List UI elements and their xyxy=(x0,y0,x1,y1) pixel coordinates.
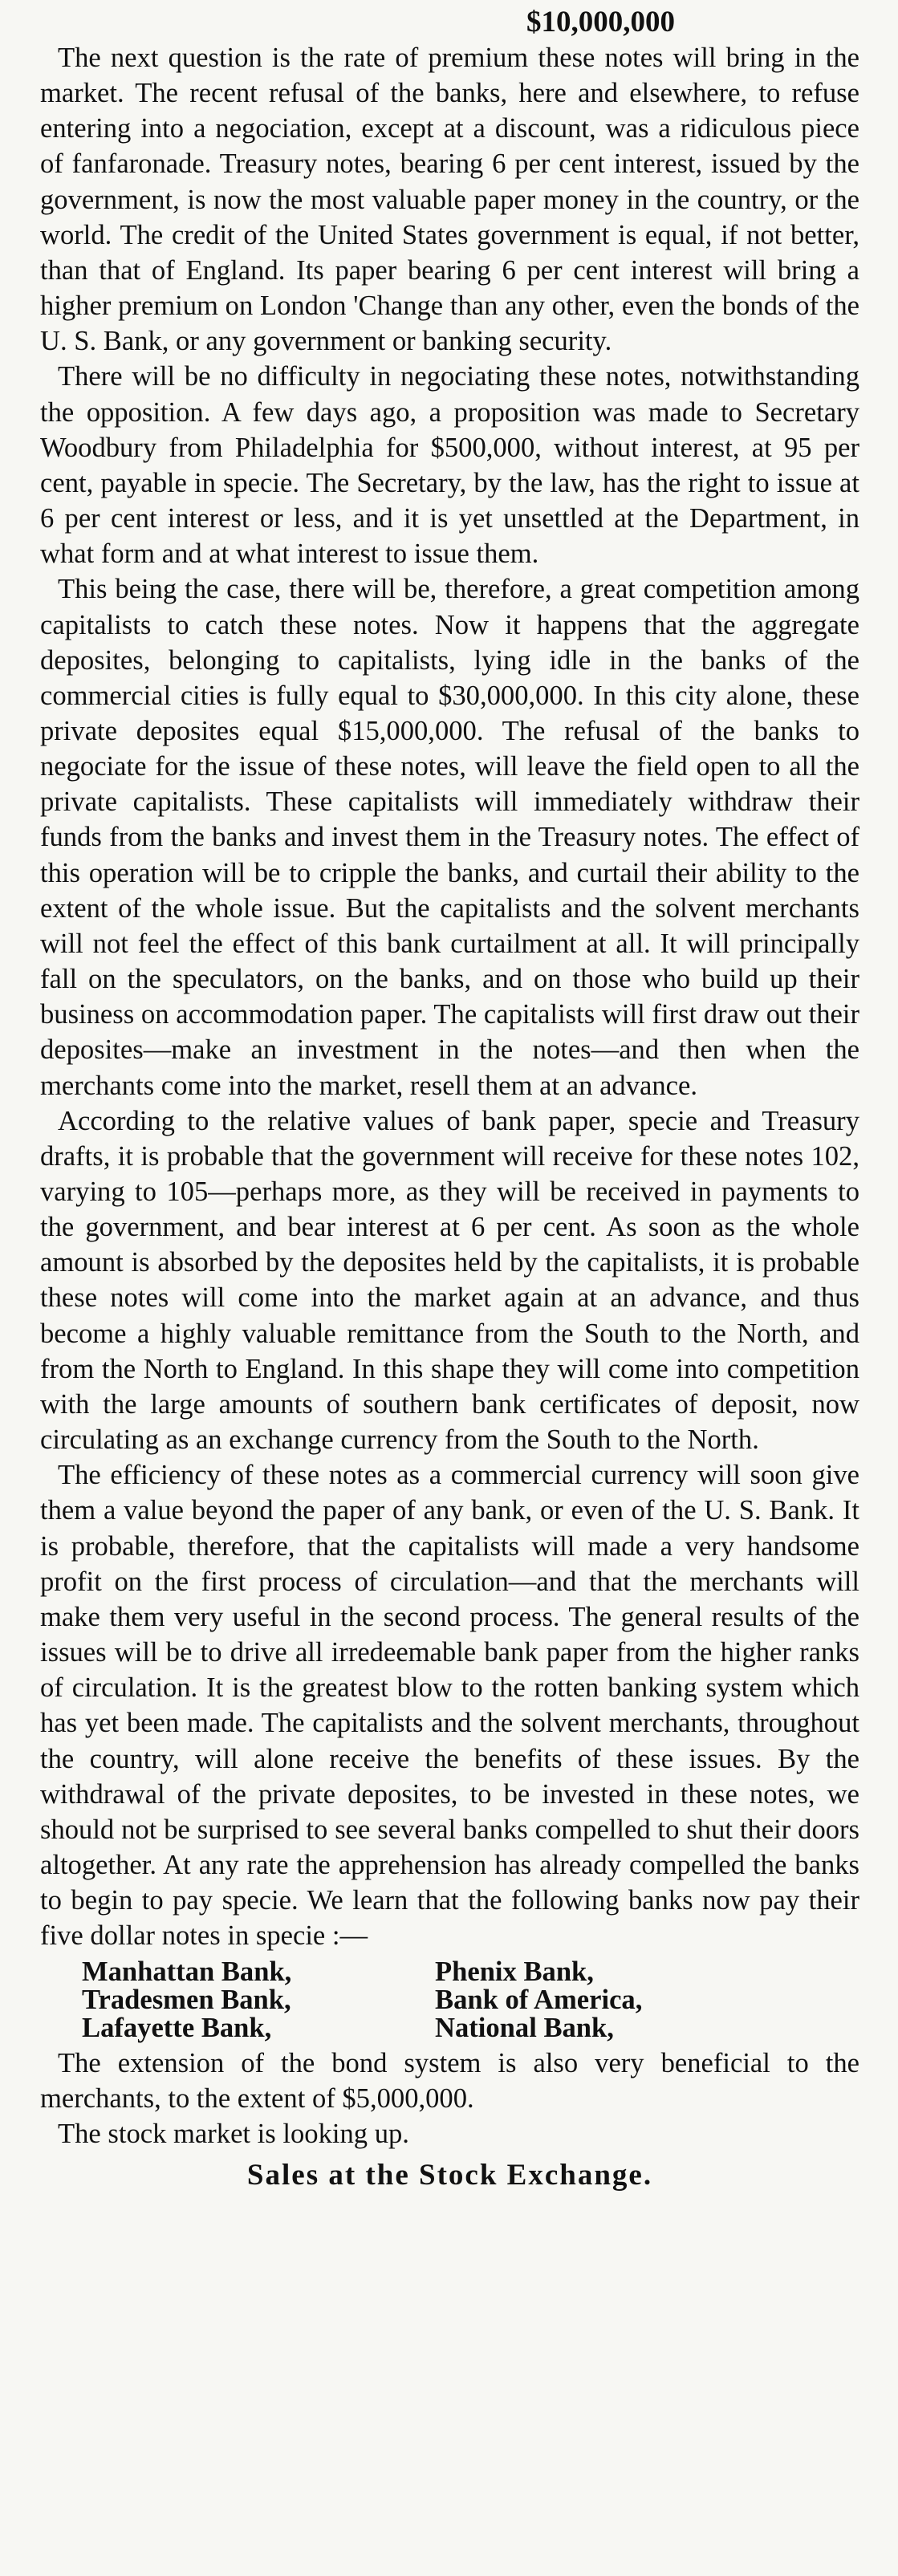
bank-name: Phenix Bank, xyxy=(435,1956,594,1988)
section-heading: Sales at the Stock Exchange. xyxy=(246,2159,653,2192)
paragraph-bond-system: The extension of the bond system is also very beneficial to the merchants, to the extent of $5,000,000. xyxy=(40,2048,859,2115)
bank-list xyxy=(40,1958,859,2042)
bank-name: Bank of America, xyxy=(435,1985,643,2016)
bank-list-right xyxy=(435,1958,772,2042)
bank-name: Manhattan Bank, xyxy=(82,1956,292,1988)
paragraph-negociation: There will be no difficulty in negociating these notes, notwithstanding the opposition. A few days ago, a proposition was made to Secretary Woodbury from Philadelphia for $500,000, without interest, at 95 per cent, payable in specie. The Secretary, by the law, has the right to issue at 6 per cent interest or less, and it is yet unsettled at the Department, in what form and at what interest to issue them. xyxy=(40,361,859,570)
paragraph-efficiency: The efficiency of these notes as a commercial currency will soon give them a value beyond the paper of any bank, or even of the U. S. Bank. It is probable, therefore, that the capitalists will made a very handsome profit on the first process of circulation—and that the merchants will make them very useful in the second process. The general results of the issues will be to drive all irredeemable bank paper from the higher ranks of circulation. It is the greatest blow to the rotten banking system which has yet been made. The capitalists and the solvent merchants, throughout the country, will alone receive the benefits of these issues. By the withdrawal of the private deposites, to be invested in these notes, we should not be surprised to see several banks compelled to shut their doors altogether. At any rate the apprehension has already compelled the banks to begin to pay specie. We learn that the following banks now pay their five dollar notes in specie :— xyxy=(40,1460,859,1952)
total-amount: $10,000,000 xyxy=(526,6,675,39)
bank-list-left xyxy=(82,1958,435,2042)
paragraph-stock-market: The stock market is looking up. xyxy=(58,2119,409,2150)
paragraph-premium: The next question is the rate of premium these notes will bring in the market. The recent refusal of the banks, here and elsewhere, to refuse entering into a negociation, except at a discount, was a ridiculous piece of fanfaronade. Treasury notes, bearing 6 per cent interest, issued by the government, is now the most valuable paper money in the country, or the world. The credit of the United States government is equal, if not better, than that of England. Its paper bearing 6 per cent interest will bring a higher premium on London 'Change than any other, even the bonds of the U. S. Bank, or any government or banking security. xyxy=(40,43,859,357)
paragraph-competition: This being the case, there will be, therefore, a great competition among capitalists to catch these notes. Now it happens that the aggregate deposites, belonging to capitalists, lying idle in the banks of the commercial cities is fully equal to $30,000,000. In this city alone, these private deposites equal $15,000,000. The refusal of the banks to negociate for the issue of these notes, will leave the field open to all the private capitalists. These capitalists will immediately withdraw their funds from the banks and invest them in the Treasury notes. The effect of this operation will be to cripple the banks, and curtail their ability to the extent of the whole issue. But the capitalists and the solvent merchants will not feel the effect of this bank curtailment at all. It will principally fall on the speculators, on the banks, and on those who build up their business on accommodation paper. The capitalists will first draw out their deposites—make an investment in the notes—and then when the merchants come into the market, resell them at an advance. xyxy=(40,574,859,1101)
paragraph-relative-values: According to the relative values of bank paper, specie and Treasury drafts, it is probable that the government will receive for these notes 102, varying to 105—perhaps more, as they will be received in payments to the government, and bear interest at 6 per cent. As soon as the whole amount is absorbed by the deposites held by the capitalists, it is probable these notes will come into the market again at an advance, and thus become a highly valuable remittance from the South to the North, and from the North to England. In this shape they will come into competition with the large amounts of southern bank certificates of deposit, now circulating as an exchange currency from the South to the North. xyxy=(40,1105,859,1456)
closing-notes xyxy=(40,2046,859,2151)
bank-name: National Bank, xyxy=(435,2013,614,2044)
bank-name: Tradesmen Bank, xyxy=(82,1985,291,2016)
article-body xyxy=(40,40,859,1953)
bank-name: Lafayette Bank, xyxy=(82,2013,272,2044)
